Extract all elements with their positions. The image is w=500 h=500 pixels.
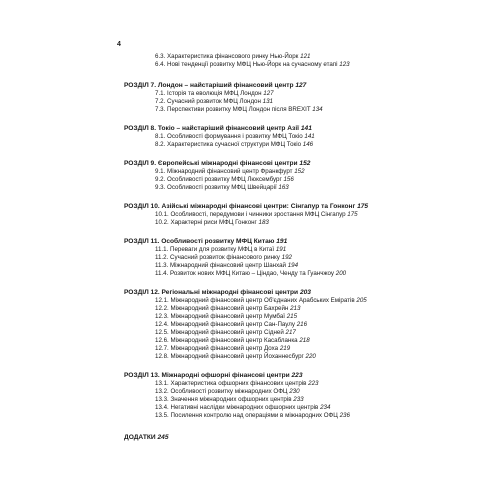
table-of-contents <box>124 53 424 442</box>
subentry-label: 12.3. Міжнародний фінансовий центр Мумбаї <box>155 313 285 320</box>
subentry-page: 156 <box>283 176 294 183</box>
chapter-title: РОЗДІЛ 11. Особливості розвитку МФЦ Китаю <box>124 238 275 245</box>
toc-subentry[interactable] <box>155 219 424 227</box>
toc-subentry[interactable] <box>155 254 424 262</box>
toc-subentry[interactable] <box>155 353 424 361</box>
toc-subentry[interactable] <box>155 168 424 176</box>
subentry-page: 234 <box>320 404 331 411</box>
toc-subentry[interactable] <box>155 412 424 420</box>
subentry-label: 13.5. Посилення контролю над операціями в міжнародних ОФЦ <box>155 412 338 419</box>
subentry-page: 191 <box>275 246 287 253</box>
subentry-label: 12.7. Міжнародний фінансовий центр Доха <box>155 345 279 352</box>
subentry-label: 6.4. Нові тенденції розвитку МФЦ Нью-Йорк на сучасному етапі <box>155 61 338 68</box>
chapter-heading[interactable] <box>124 82 424 90</box>
chapter-block <box>124 289 424 361</box>
subentry-label: 13.2. Особливості розвитку міжнародних ОФЦ <box>155 388 288 395</box>
toc-subentry[interactable] <box>155 345 424 353</box>
chapter-page: 175 <box>357 203 369 210</box>
toc-subentry[interactable] <box>155 141 424 149</box>
chapter-block <box>124 82 424 114</box>
subentry-label: 12.8. Міжнародний фінансовий центр Йоханнесбург <box>155 353 304 360</box>
chapter-page: 141 <box>300 125 312 132</box>
subentry-page: 200 <box>335 270 347 277</box>
subentry-label: 12.2. Міжнародний фінансовий центр Бахрейн <box>155 305 289 312</box>
toc-subentry[interactable] <box>155 53 424 61</box>
chapter-title: РОЗДІЛ 7. Лондон – найстаріший фінансовий центр <box>124 82 294 89</box>
subentry-page: 230 <box>289 388 300 395</box>
chapter-heading[interactable] <box>124 372 424 380</box>
chapter-heading[interactable] <box>124 238 424 246</box>
subentry-label: 11.1. Переваги для розвитку МФЦ в Китаї <box>155 246 275 253</box>
subentry-label: 11.3. Міжнародний фінансовий центр Шанхай <box>155 262 286 269</box>
subentry-page: 215 <box>286 313 298 320</box>
subentry-label: 9.2. Особливості розвитку МФЦ Люксембург <box>155 176 282 183</box>
chapter-block <box>124 160 424 192</box>
toc-subentry[interactable] <box>155 262 424 270</box>
chapter-title: РОЗДІЛ 9. Європейські міжнародні фінансові центри <box>124 160 298 167</box>
subentry-page: 218 <box>299 337 310 344</box>
lead-entries <box>124 53 424 69</box>
subentry-page: 205 <box>356 297 367 304</box>
subentry-page: 219 <box>279 345 291 352</box>
appendix-title: ДОДАТКИ <box>124 434 156 441</box>
subentry-page: 123 <box>339 61 350 68</box>
subentry-label: 12.5. Міжнародний фінансовий центр Сідней <box>155 329 284 336</box>
chapter-list <box>124 82 424 420</box>
subentry-page: 141 <box>304 133 315 140</box>
subentry-label: 13.1. Характеристика офшорних фінансових центрів <box>155 380 307 387</box>
subentry-page: 236 <box>339 412 350 419</box>
chapter-title: РОЗДІЛ 13. Міжнародні офшорні фінансові центри <box>124 372 290 379</box>
subentry-page: 134 <box>312 106 323 113</box>
subentry-page: 127 <box>263 90 274 97</box>
chapter-heading[interactable] <box>124 125 424 133</box>
subentry-label: 12.6. Міжнародний фінансовий центр Касабланка <box>155 337 298 344</box>
subentry-label: 7.2. Сучасний розвиток МФЦ Лондон <box>155 98 261 105</box>
subentry-page: 217 <box>285 329 296 336</box>
toc-subentry[interactable] <box>155 90 424 98</box>
chapter-block <box>124 238 424 278</box>
toc-subentry[interactable] <box>155 270 424 278</box>
subentry-label: 11.4. Розвиток нових МФЦ Китаю – Ціндао, Ченду та Гуанчжоу <box>155 270 335 277</box>
chapter-heading[interactable] <box>124 289 424 297</box>
subentry-label: 8.1. Особливості формування і розвитку МФЦ Токіо <box>155 133 303 140</box>
chapter-page: 191 <box>276 238 288 245</box>
toc-subentry[interactable] <box>155 246 424 254</box>
toc-subentry[interactable] <box>155 133 424 141</box>
subentry-page: 220 <box>305 353 316 360</box>
subentry-page: 194 <box>287 262 299 269</box>
subentry-label: 10.2. Характерні риси МФЦ Гонконг <box>155 219 257 226</box>
subentry-page: 121 <box>300 53 311 60</box>
subentry-page: 216 <box>296 321 308 328</box>
subentry-label: 10.1. Особливості, передумови і чинники зростання МФЦ Сінгапур <box>155 211 346 218</box>
subentry-label: 6.3. Характеристика фінансового ринку Нью-Йорк <box>155 53 299 60</box>
toc-subentry[interactable] <box>155 305 424 313</box>
chapter-page: 127 <box>295 82 307 89</box>
subentry-page: 223 <box>308 380 319 387</box>
chapter-block <box>124 125 424 149</box>
subentry-page: 152 <box>294 168 305 175</box>
chapter-title: РОЗДІЛ 12. Регіональні міжнародні фінансові центри <box>124 289 299 296</box>
chapter-page: 203 <box>299 289 311 296</box>
chapter-heading[interactable] <box>124 160 424 168</box>
appendix-page: 245 <box>157 434 169 441</box>
subentry-label: 12.1. Міжнародний фінансовий центр Об'єднаних Арабських Еміратів <box>155 297 355 304</box>
subentry-label: 12.4. Міжнародний фінансовий центр Сан-Паулу <box>155 321 295 328</box>
toc-subentry[interactable] <box>155 211 424 219</box>
toc-subentry[interactable] <box>155 321 424 329</box>
chapter-title: РОЗДІЛ 10. Азійські міжнародні фінансові центри: Сінгапур та Гонконг <box>124 203 356 210</box>
chapter-block <box>124 203 424 227</box>
chapter-block <box>124 372 424 420</box>
subentry-page: 146 <box>302 141 314 148</box>
subentry-page: 213 <box>290 305 301 312</box>
toc-subentry[interactable] <box>155 388 424 396</box>
subentry-page: 163 <box>278 184 289 191</box>
page-number: 4 <box>117 41 121 48</box>
subentry-label: 9.1. Міжнародний фінансовий центр Франкфурт <box>155 168 293 175</box>
subentry-page: 175 <box>347 211 358 218</box>
toc-subentry[interactable] <box>155 329 424 337</box>
subentry-page: 131 <box>262 98 273 105</box>
toc-subentry[interactable] <box>155 337 424 345</box>
subentry-page: 192 <box>281 254 292 261</box>
chapter-title: РОЗДІЛ 8. Токіо – найстаріший фінансовий центр Азії <box>124 125 300 132</box>
toc-subentry[interactable] <box>155 176 424 184</box>
toc-subentry[interactable] <box>155 61 424 69</box>
chapter-page: 152 <box>299 160 311 167</box>
subentry-label: 13.3. Значення міжнародних офшорних центрів <box>155 396 292 403</box>
toc-subentry[interactable] <box>155 106 424 114</box>
chapter-heading[interactable] <box>124 203 374 211</box>
toc-subentry[interactable] <box>155 313 424 321</box>
subentry-page: 183 <box>258 219 269 226</box>
toc-subentry[interactable] <box>155 404 424 412</box>
subentry-label: 7.1. Історія та еволюція МФЦ Лондон <box>155 90 262 97</box>
toc-subentry[interactable] <box>155 98 424 106</box>
appendix-entry[interactable] <box>124 434 424 442</box>
subentry-label: 9.3. Особливості розвитку МФЦ Швейцарії <box>155 184 277 191</box>
chapter-page: 223 <box>291 372 303 379</box>
subentry-page: 233 <box>293 396 304 403</box>
toc-subentry[interactable] <box>155 184 424 192</box>
toc-subentry[interactable] <box>155 396 424 404</box>
toc-subentry[interactable] <box>155 297 424 305</box>
subentry-label: 8.2. Характеристика сучасної структури МФЦ Токіо <box>155 141 302 148</box>
subentry-label: 11.2. Сучасний розвиток фінансового ринку <box>155 254 280 261</box>
toc-subentry[interactable] <box>155 380 424 388</box>
subentry-label: 7.3. Перспективи розвитку МФЦ Лондон після BREXIT <box>155 106 311 113</box>
subentry-label: 13.4. Негативні наслідки міжнародних офшорних центрів <box>155 404 319 411</box>
